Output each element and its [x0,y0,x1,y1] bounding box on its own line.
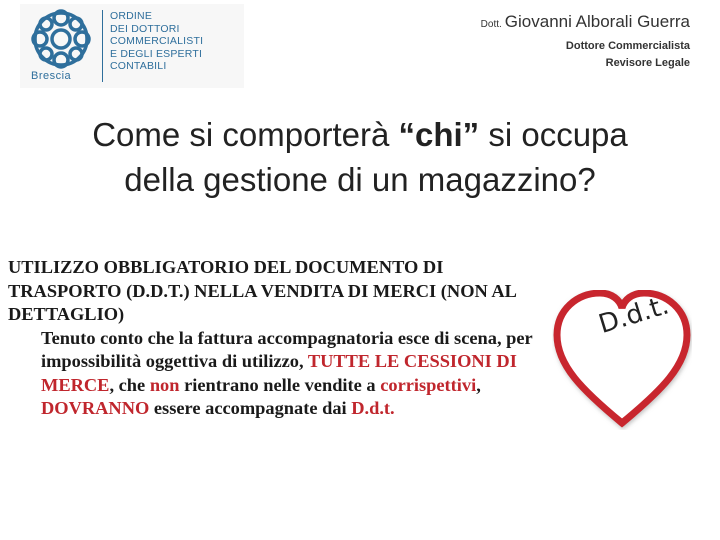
slide-body [8,256,533,421]
body-bullet [41,327,533,421]
logo-divider [102,10,103,82]
body-highlight: D.d.t. [351,398,395,418]
author-role-1: Dottore Commercialista [565,40,690,52]
title-text: Come si comporterà [92,116,399,153]
body-text: essere accompagnate dai [149,398,352,418]
body-text: Tenuto conto che la fattura accompagnatoria esce di scena, per impossibilità oggettiva di utilizzo, [41,327,533,371]
logo-line: CONTABILI [110,60,167,73]
title-line-1 [0,112,720,157]
author-name-text: Giovanni Alborali Guerra [504,12,690,31]
knot-emblem-icon [28,6,94,72]
slide-title [0,112,720,202]
body-highlight: non [149,374,180,395]
title-line-2: della gestione di un magazzino? [124,161,596,198]
body-text: , [476,374,481,395]
author-role-2: Revisore Legale [605,57,690,69]
order-logo [20,4,244,88]
author-header [481,12,690,69]
title-text: si occupa [479,116,628,153]
body-lead: UTILIZZO OBBLIGATORIO DEL DOCUMENTO DI TRASPORTO (D.D.T.) NELLA VENDITA DI MERCI (NON AL DETTAGLIO) [8,257,516,324]
body-text: rientrano nelle vendite a [179,374,381,395]
logo-org-name [110,10,203,73]
logo-line: E DEGLI ESPERTI [110,47,203,60]
title-emphasis: “chi” [398,116,480,153]
body-highlight: corrispettivi [380,374,477,395]
logo-line: ORDINE [110,10,153,22]
author-name [481,12,690,32]
logo-line: COMMERCIALISTI [110,35,204,48]
body-highlight: TUTTE LE CESSIONI DI MERCE [41,351,517,395]
heart-label: D.d.t. [595,290,673,340]
body-highlight: DOVRANNO [41,398,150,418]
body-text: , che [109,374,150,395]
author-prefix: Dott. [480,19,502,30]
logo-line: DEI DOTTORI [110,22,180,35]
logo-city: Brescia [31,70,72,82]
